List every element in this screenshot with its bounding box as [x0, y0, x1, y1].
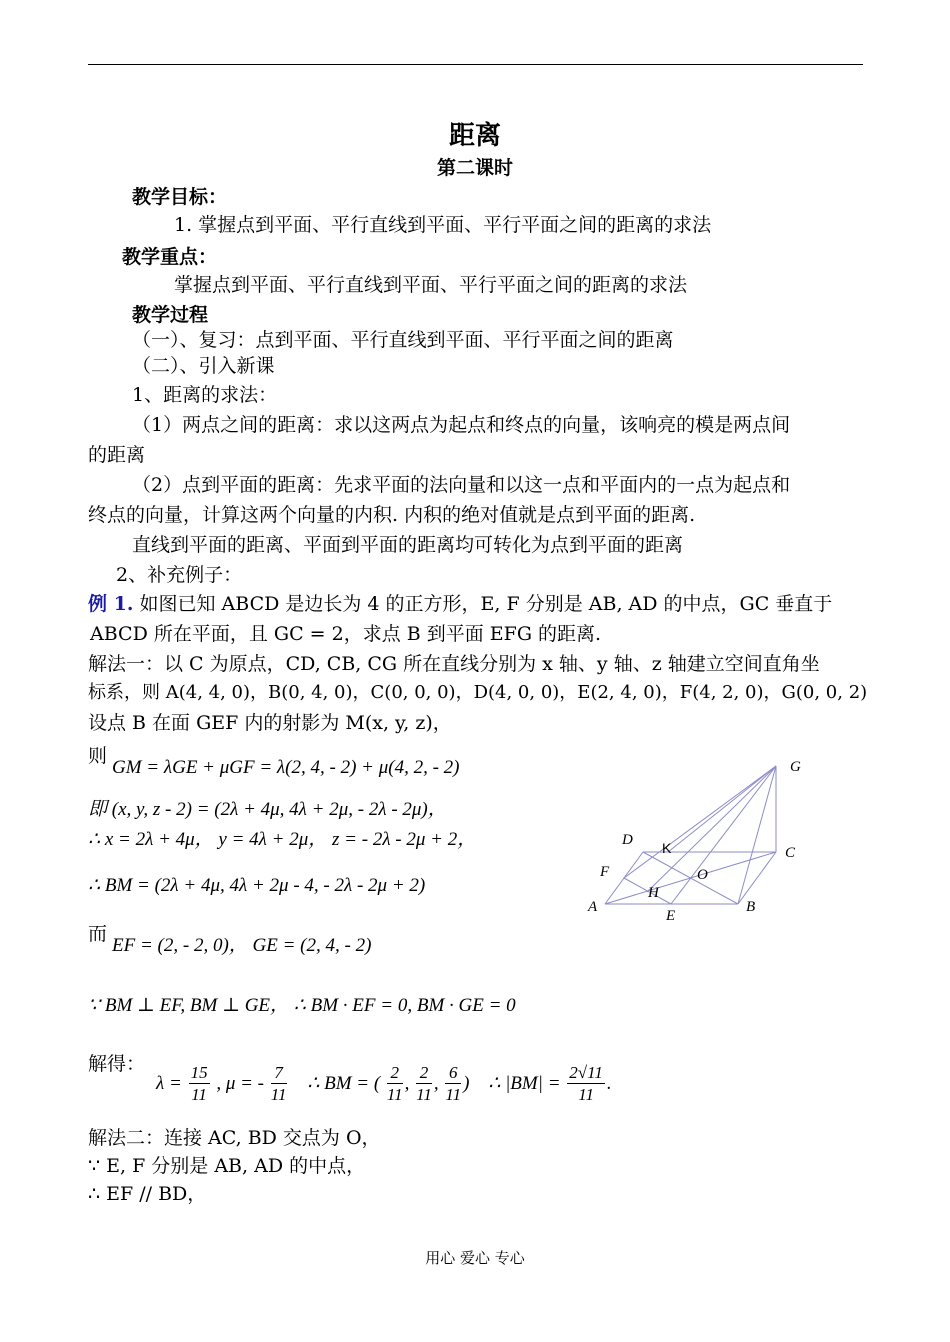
bm-y-numerator: 2: [416, 1063, 432, 1084]
label-o: O: [697, 867, 708, 883]
solution2-line3: ∴ EF // BD，: [88, 1183, 207, 1205]
label-c: C: [785, 845, 796, 861]
solution2-line1: 解法二：连接 AC, BD 交点为 O，: [88, 1127, 381, 1149]
bm-length-numerator: 2√11: [569, 1063, 603, 1083]
eq-ef-ge: EF = (2, - 2, 0)， GE = (2, 4, - 2): [112, 935, 372, 956]
method-title: 1、距离的求法：: [132, 384, 278, 406]
solution1-projection: 设点 B 在面 GEF 内的射影为 M(x, y, z)，: [88, 712, 452, 734]
bm-length-denominator: 11: [578, 1085, 594, 1105]
eq-perpendicular: ∵ BM ⊥ EF, BM ⊥ GE， ∴ BM · EF = 0, BM · GE = 0: [88, 995, 516, 1016]
lambda-fraction: [189, 1063, 210, 1106]
mu-denominator: 11: [270, 1085, 287, 1105]
mu-fraction: [271, 1063, 287, 1106]
label-k: K: [662, 840, 672, 856]
solution1-coordinates: 标系，则 A(4, 4, 0)，B(0, 4, 0)，C(0, 0, 0)，D(4, 0, 0)，E(2, 4, 0)，F(4, 2, 0)，G(0, 0, 2): [88, 682, 868, 703]
label-g: G: [790, 759, 801, 775]
header-rule: [88, 64, 863, 65]
eq-xyz: ∴ x = 2λ + 4μ， y = 4λ + 2μ， z = - 2λ - 2μ + 2，: [88, 829, 477, 850]
objectives-item: 1. 掌握点到平面、平行直线到平面、平行平面之间的距离的求法: [174, 214, 712, 236]
reduction-note: 直线到平面的距离、平面到平面的距离均可转化为点到平面的距离: [132, 534, 684, 556]
point-plane-distance-line2: 终点的向量，计算这两个向量的内积. 内积的绝对值就是点到平面的距离.: [88, 504, 696, 526]
eq-bm: ∴ BM = (2λ + 4μ, 4λ + 2μ - 4, - 2λ - 2μ + 2): [88, 875, 426, 896]
label-d: D: [622, 832, 633, 848]
page-footer: 用心 爱心 专心: [425, 1249, 525, 1267]
mu-eq: , μ = -: [216, 1073, 264, 1094]
example1-line2: ABCD 所在平面，且 GC = 2，求点 B 到平面 EFG 的距离.: [90, 623, 602, 645]
bm-length-eq: ∴ |BM| =: [488, 1073, 561, 1094]
bm-x-denominator: 11: [386, 1085, 403, 1105]
bm-z-denominator: 11: [445, 1085, 462, 1105]
bm-y-denominator: 11: [416, 1085, 432, 1105]
solution-values: λ = $\frac{15}{11}$ , μ = - $\frac{7}{11}$ ∴ BM = ( $\frac{2}{11}$ , $\frac{2}{11}$ , $\frac{6}{11}$ ) ∴ |BM| = $\frac{2√11}{11}$ .: [156, 1063, 612, 1105]
page-subtitle: 第二课时: [436, 157, 513, 179]
point-plane-distance-line1: （2）点到平面的距离：先求平面的法向量和以这一点和平面内的一点为起点和: [132, 474, 791, 496]
bm-vector-eq: ∴ BM = (: [307, 1073, 381, 1094]
mu-numerator: 7: [271, 1063, 287, 1084]
then-label: 则: [88, 745, 108, 767]
edge-gb: [738, 766, 776, 904]
examples-title: 2、补充例子：: [116, 564, 243, 586]
label-b: B: [746, 899, 756, 915]
key-points-text: 掌握点到平面、平行直线到平面、平行平面之间的距离的求法: [174, 274, 688, 296]
bm-y-fraction: [416, 1063, 432, 1106]
bm-z-numerator: 6: [445, 1063, 461, 1084]
solve-label: 解得：: [88, 1053, 146, 1075]
label-e: E: [666, 908, 676, 924]
example1-text1: 如图已知 ABCD 是边长为 4 的正方形，E, F 分别是 AB, AD 的中点，GC 垂直于: [139, 593, 833, 615]
objectives-heading: 教学目标：: [132, 186, 228, 208]
process-heading: 教学过程: [132, 304, 209, 326]
lambda-eq: λ =: [156, 1073, 182, 1094]
solution2-line2: ∵ E, F 分别是 AB, AD 的中点，: [88, 1155, 366, 1177]
bm-x-numerator: 2: [387, 1063, 403, 1084]
edge-cb: [738, 852, 776, 904]
eq-gm: GM = λGE + μGF = λ(2, 4, - 2) + μ(4, 2, - 2): [112, 757, 460, 778]
review-line: （一）、复习：点到平面、平行直线到平面、平行平面之间的距离: [132, 329, 674, 351]
segment-gh: [647, 766, 776, 892]
label-h: H: [648, 885, 659, 901]
edge-ge: [671, 766, 776, 904]
segment-gk: [668, 766, 776, 852]
bm-z-fraction: [445, 1063, 461, 1106]
two-point-distance-line1: （1）两点之间的距离：求以这两点为起点和终点的向量，该响亮的模是两点间: [132, 414, 791, 436]
label-f: F: [600, 864, 610, 880]
lambda-denominator: 11: [191, 1085, 207, 1105]
intro-line: （二）、引入新课: [132, 355, 275, 377]
pyramid-figure: [580, 752, 820, 932]
key-points-heading: 教学重点：: [122, 246, 218, 268]
example-label: 例 1.: [88, 593, 134, 615]
page-title: 距离: [448, 121, 501, 151]
bm-x-fraction: [387, 1063, 403, 1106]
bm-length-fraction: [567, 1063, 605, 1106]
example1-line1: [88, 592, 832, 616]
two-point-distance-line2: 的距离: [88, 444, 146, 466]
label-a: A: [588, 899, 598, 915]
solution1-line1: 解法一：以 C 为原点，CD, CB, CG 所在直线分别为 x 轴、y 轴、z 轴建立空间直角坐: [88, 653, 820, 675]
edge-gf: [624, 766, 776, 878]
lambda-numerator: 15: [190, 1063, 208, 1083]
eq-component: 即 (x, y, z - 2) = (2λ + 4μ, 4λ + 2μ, - 2λ - 2μ)，: [88, 799, 447, 820]
er-label: 而: [88, 923, 108, 945]
